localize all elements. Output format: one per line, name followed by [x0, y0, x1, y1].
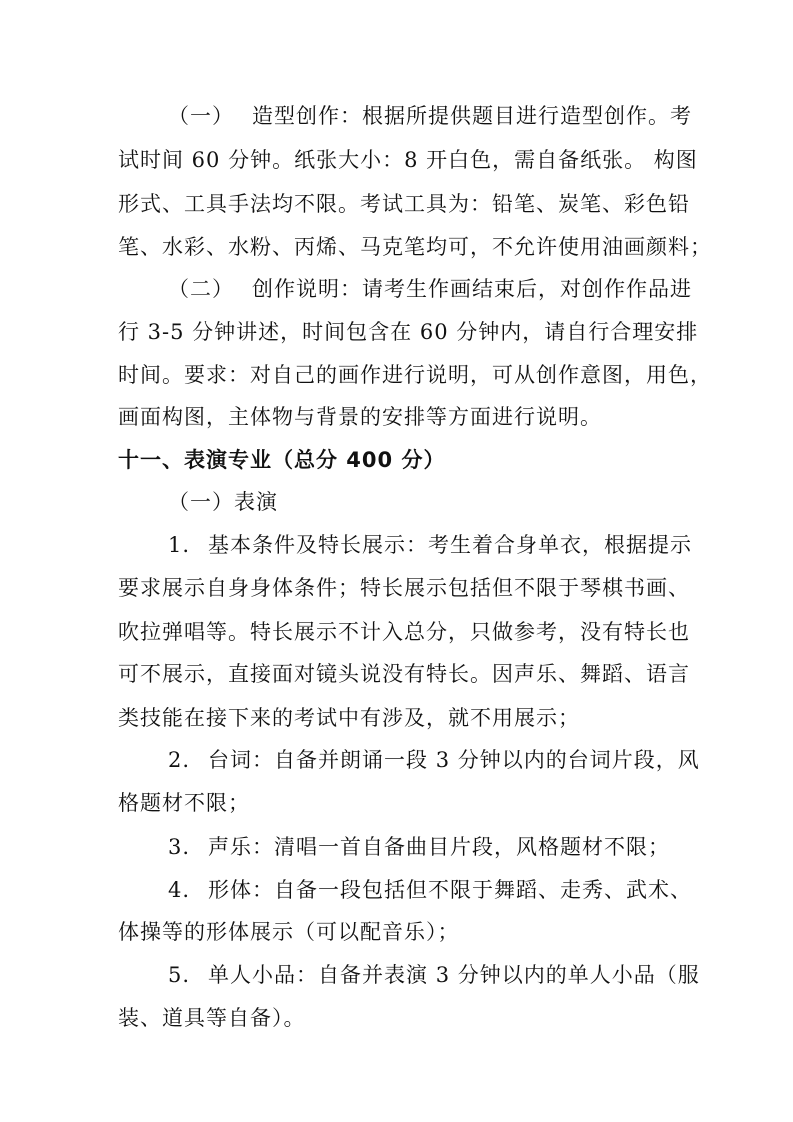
- paragraph-line: 吹拉弹唱等。特长展示不计入总分，只做参考，没有特长也: [118, 620, 690, 644]
- paragraph-line: 时间。要求：对自己的画作进行说明，可从创作意图，用色，: [118, 363, 712, 387]
- paragraph-line: [168, 274, 692, 304]
- paragraph-line: 笔、水彩、水粉、丙烯、马克笔均可，不允许使用油画颜料；: [118, 235, 712, 259]
- paragraph-line: 要求展示自身身体条件；特长展示包括但不限于琴棋书画、: [118, 576, 690, 600]
- paragraph-line: 可不展示，直接面对镜头说没有特长。因声乐、舞蹈、语言: [118, 662, 690, 686]
- item-number: 3.: [168, 835, 191, 859]
- paragraph-line: 装、道具等自备）。: [118, 1006, 306, 1030]
- item-label: （二）: [168, 277, 234, 301]
- item-number: 1.: [168, 533, 191, 557]
- paragraph-text: 单人小品：自备并表演 3 分钟以内的单人小品（服: [208, 963, 700, 987]
- item-number: 4.: [168, 878, 191, 902]
- list-item: [168, 530, 692, 560]
- list-item: [168, 745, 700, 775]
- item-number: 5.: [168, 963, 191, 987]
- paragraph-text: 创作说明：请考生作画结束后，对创作作品进: [252, 277, 692, 301]
- paragraph-text: 声乐：清唱一首自备曲目片段，风格题材不限；: [208, 835, 671, 859]
- list-item: [168, 960, 700, 990]
- paragraph-text: 造型创作：根据所提供题目进行造型创作。考: [252, 104, 692, 128]
- subsection-heading: （一）表演: [168, 490, 278, 514]
- section-heading: 十一、表演专业（总分 400 分）: [118, 448, 446, 472]
- paragraph-line: 行 3-5 分钟讲述，时间包含在 60 分钟内，请自行合理安排: [118, 320, 699, 344]
- item-label: （一）: [168, 104, 234, 128]
- paragraph-line: 格题材不限；: [118, 791, 250, 815]
- paragraph-line: 形式、工具手法均不限。考试工具为：铅笔、炭笔、彩色铅: [118, 192, 690, 216]
- paragraph-text: 台词：自备并朗诵一段 3 分钟以内的台词片段，风: [208, 748, 700, 772]
- list-item: [168, 832, 670, 862]
- paragraph-line: 试时间 60 分钟。纸张大小：8 开白色，需自备纸张。 构图: [118, 148, 698, 172]
- list-item: [168, 875, 692, 905]
- paragraph-line: 体操等的形体展示（可以配音乐）；: [118, 920, 460, 944]
- paragraph-text: 基本条件及特长展示：考生着合身单衣，根据提示: [208, 533, 693, 557]
- paragraph-line: 画面构图，主体物与背景的安排等方面进行说明。: [118, 405, 602, 429]
- paragraph-text: 形体：自备一段包括但不限于舞蹈、走秀、武术、: [208, 878, 693, 902]
- paragraph-line: [168, 101, 692, 131]
- item-number: 2.: [168, 748, 191, 772]
- paragraph-line: 类技能在接下来的考试中有涉及，就不用展示；: [118, 706, 580, 730]
